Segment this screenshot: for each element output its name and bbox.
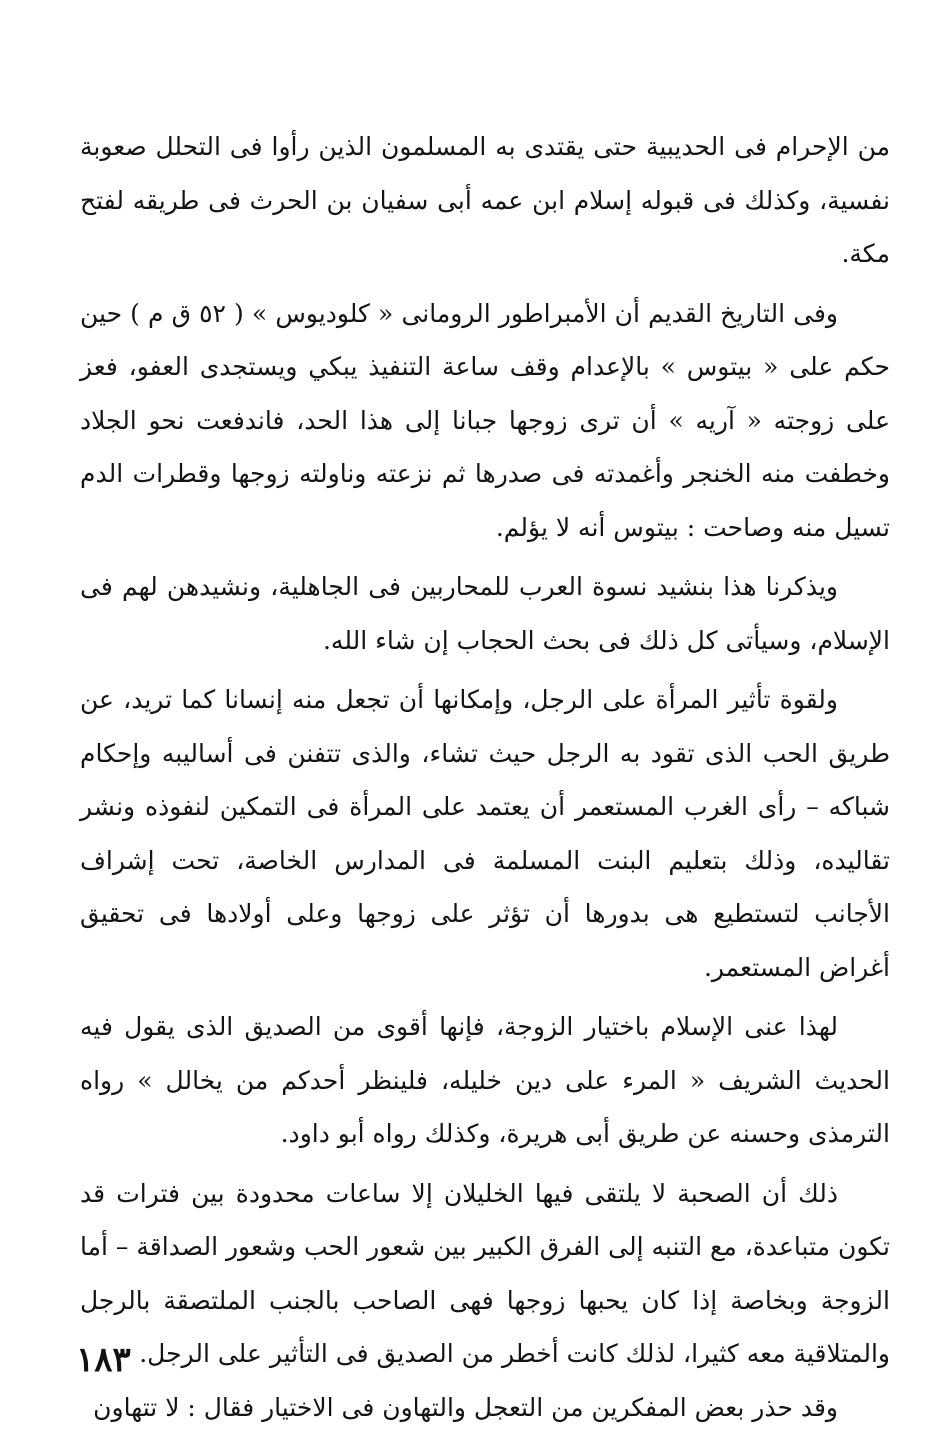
paragraph-7: وقد حذر بعض المفكرين من التعجل والتهاون فى الاختيار فقال : لا تتهاون: [93, 1392, 838, 1422]
page-number: ١٨٣: [76, 1340, 131, 1380]
paragraph-5: لهذا عنى الإسلام باختيار الزوجة، فإنها أقوى من الصديق الذى يقول فيه الحديث الشريف « المرء على دين خليله، فلينظر أحدكم من يخالل » رواه الترمذى وحسنه عن طريق أبى هريرة، وكذلك رواه أبو داود.: [80, 1012, 890, 1148]
body-text: [80, 120, 890, 1434]
paragraph-4: ولقوة تأثير المرأة على الرجل، وإمكانها أن تجعل منه إنسانا كما تريد، عن طريق الحب الذى تقود به الرجل حيث تشاء، والذى تتفنن فى أساليبه وإحكام شباكه – رأى الغرب المستعمر أن يعتمد على المرأة فى التمكين لنفوذه ونشر تقاليده، وذلك بتعليم البنت المسلمة فى المدارس الخاصة، تحت إشراف الأجانب لتستطيع هى بدورها أن تؤثر على زوجها وعلى أولادها فى تحقيق أغراض المستعمر.: [80, 685, 890, 982]
paragraph-6: ذلك أن الصحبة لا يلتقى فيها الخليلان إلا ساعات محدودة بين فترات قد تكون متباعدة، مع التنبه إلى الفرق الكبير بين شعور الحب وشعور الصداقة – أما الزوجة وبخاصة إذا كان يحبها زوجها فهى الصاحب بالجنب الملتصقة بالرجل والمتلاقية معه كثيرا، لذلك كانت أخطر من الصديق فى التأثير على الرجل.: [80, 1178, 890, 1368]
paragraph-1: من الإحرام فى الحديبية حتى يقتدى به المسلمون الذين رأوا فى التحلل صعوبة نفسية، وكذلك فى قبوله إسلام ابن عمه أبى سفيان بن الحرث فى طريقه لفتح مكة.: [80, 132, 890, 268]
paragraph-2: وفى التاريخ القديم أن الأمبراطور الرومانى « كلوديوس » ( ٥٢ ق م ) حين حكم على « بيتوس » بالإعدام وقف ساعة التنفيذ يبكي ويستجدى العفو، فعز على زوجته « آريه » أن ترى زوجها جبانا إلى هذا الحد، فاندفعت نحو الجلاد وخطفت منه الخنجر وأغمدته فى صدرها ثم نزعته وناولته زوجها وقطرات الدم تسيل منه وصاحت : بيتوس أنه لا يؤلم.: [80, 298, 890, 542]
paragraph-3: ويذكرنا هذا بنشيد نسوة العرب للمحاربين فى الجاهلية، ونشيدهن لهم فى الإسلام، وسيأتى كل ذلك فى بحث الحجاب إن شاء الله.: [80, 572, 890, 655]
